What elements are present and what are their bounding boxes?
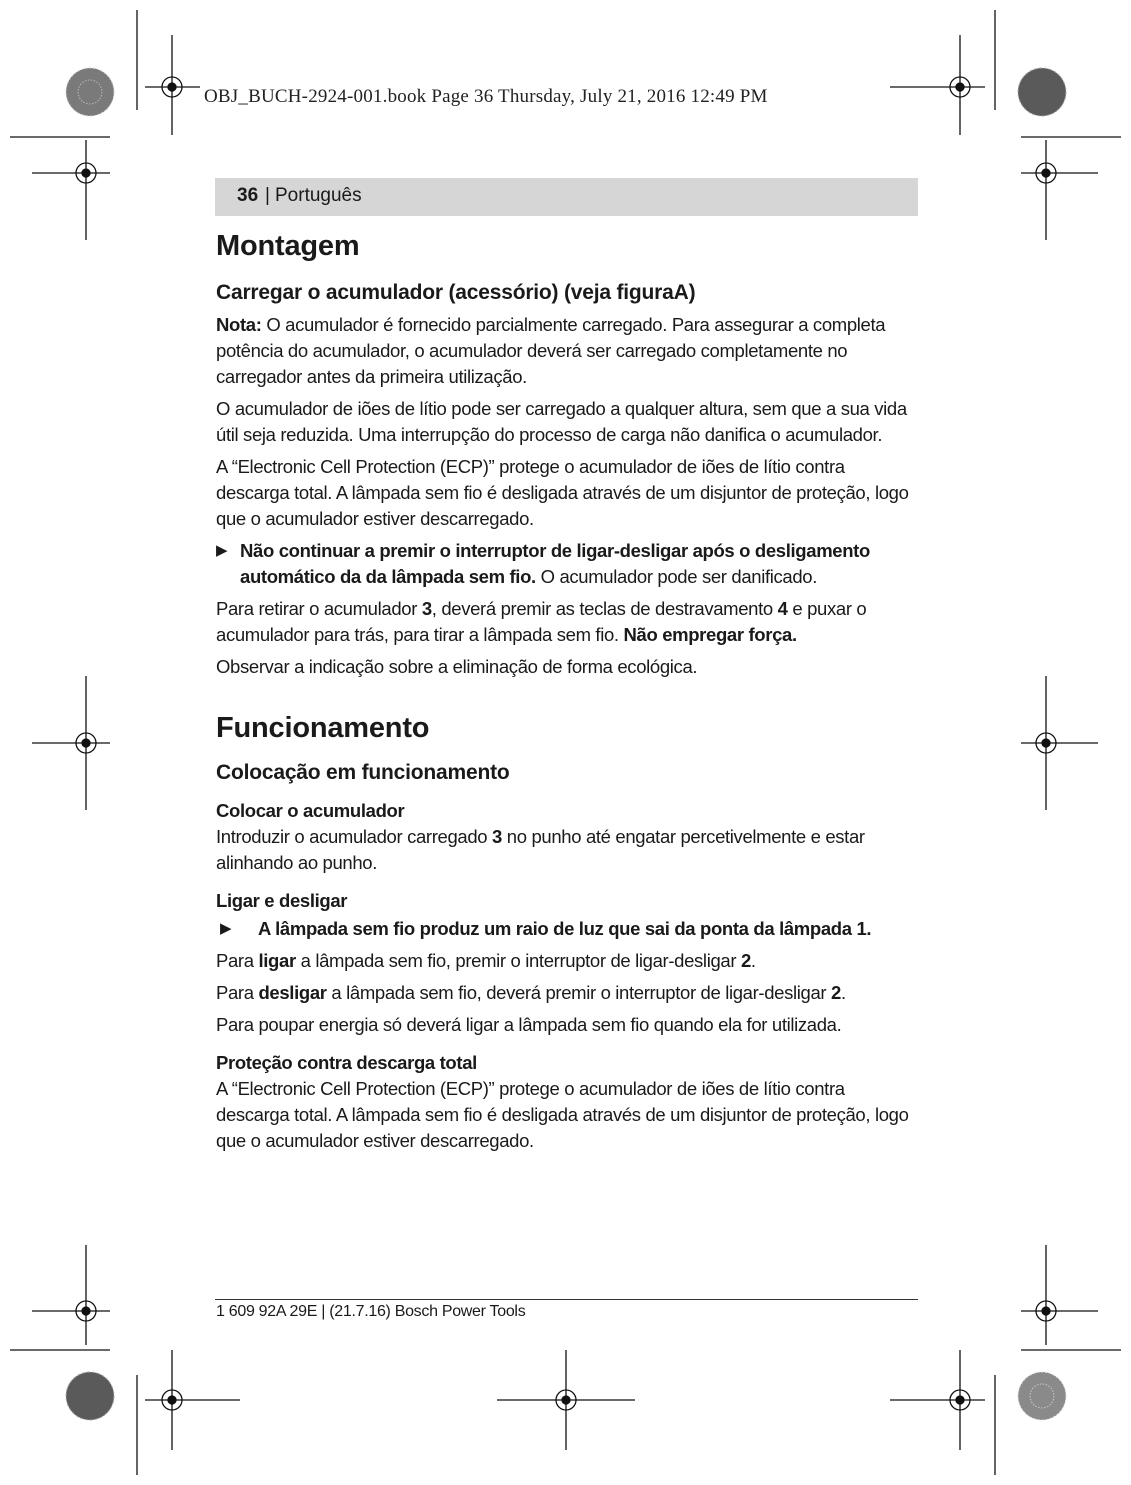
text-run: Introduzir o acumulador carregado bbox=[216, 826, 493, 847]
subsection-title-carregar: Carregar o acumulador (acessório) (veja figuraA) bbox=[216, 281, 696, 304]
text-run: no punho até engatar percetivelmente e estar alinhando ao punho. bbox=[216, 826, 865, 873]
ref-number: 3 bbox=[492, 826, 502, 847]
text-run: a lâmpada sem fio, deverá premir o interruptor de ligar-desligar bbox=[326, 982, 832, 1003]
color-registration-circle-icon bbox=[66, 68, 114, 116]
paragraph-desligar bbox=[216, 980, 918, 1006]
nota-text: O acumulador é fornecido parcialmente carregado. Para assegurar a completa potência do acumulador, o acumulador deverá ser carregado completamente no carregador antes da primeira utilização. bbox=[216, 314, 886, 387]
heading-colocar: Colocar o acumulador bbox=[216, 800, 405, 821]
paragraph-energia: Para poupar energia só deverá ligar a lâmpada sem fio quando ela for utilizada. bbox=[216, 1014, 842, 1035]
paragraph-protecao: A “Electronic Cell Protection (ECP)” protege o acumulador de iões de lítio contra descarga total. A lâmpada sem fio é desligada através de um disjuntor de proteção, logo que o acumulador estiver descarregado. bbox=[216, 1078, 909, 1151]
text-run: e puxar o acumulador para trás, para tirar a lâmpada sem fio. bbox=[216, 598, 867, 645]
ref-number: 2 bbox=[831, 982, 841, 1003]
nota-paragraph bbox=[216, 312, 918, 390]
paragraph-ecp: A “Electronic Cell Protection (ECP)” protege o acumulador de iões de lítio contra descarga total. A lâmpada sem fio é desligada através de um disjuntor de proteção, logo que o acumulador estiver descarregado. bbox=[216, 456, 909, 529]
ref-number: 4 bbox=[777, 598, 788, 619]
section-title-funcionamento: Funcionamento bbox=[216, 712, 430, 744]
ref-number: 2 bbox=[740, 950, 751, 971]
running-head-separator: | bbox=[265, 185, 270, 206]
page-footer: 1 609 92A 29E | (21.7.16) Bosch Power Tools bbox=[216, 1303, 526, 1320]
paragraph-liion: O acumulador de iões de lítio pode ser carregado a qualquer altura, sem que a sua vida útil seja reduzida. Uma interrupção do processo de carga não danifica o acumulador. bbox=[216, 398, 907, 445]
text-run: . bbox=[840, 982, 846, 1003]
text-run: Para bbox=[216, 982, 259, 1003]
page-content bbox=[216, 226, 918, 1154]
paragraph-ligar bbox=[216, 948, 918, 974]
footer-rule bbox=[215, 1299, 918, 1300]
text-run: Para retirar o acumulador bbox=[216, 598, 422, 619]
warning-bold: Não continuar a premir o interruptor de ligar-desligar após o desligamento automático da da lâmpada sem fio. bbox=[240, 540, 870, 587]
warning-rest: O acumulador pode ser danificado. bbox=[535, 566, 818, 587]
bold-term: ligar bbox=[258, 950, 296, 971]
text-run: Para bbox=[216, 950, 259, 971]
running-head-language: Português bbox=[275, 185, 362, 206]
warning-bullet bbox=[216, 538, 918, 590]
book-header: OBJ_BUCH-2924-001.book Page 36 Thursday, July 21, 2016 12:49 PM bbox=[204, 86, 768, 107]
text-run: , deverá premir as teclas de destravamento bbox=[431, 598, 778, 619]
ref-number: 3 bbox=[421, 598, 432, 619]
page-number: 36 bbox=[237, 185, 259, 206]
paragraph-disposal: Observar a indicação sobre a eliminação de forma ecológica. bbox=[216, 656, 698, 677]
heading-ligar: Ligar e desligar bbox=[216, 890, 348, 911]
heading-protecao: Proteção contra descarga total bbox=[216, 1052, 477, 1073]
ligar-bullet-text: A lâmpada sem fio produz um raio de luz que sai da ponta da lâmpada 1. bbox=[258, 918, 872, 939]
running-head bbox=[215, 178, 918, 216]
bold-term: desligar bbox=[258, 982, 327, 1003]
nota-label: Nota: bbox=[216, 314, 262, 335]
paragraph-remove-battery bbox=[216, 596, 918, 648]
registration-mark-icon bbox=[145, 35, 200, 135]
section-title-montagem: Montagem bbox=[216, 230, 360, 262]
bold-warning: Não empregar força. bbox=[623, 624, 797, 645]
text-run: . bbox=[750, 950, 756, 971]
triangle-right-icon: ▶ bbox=[216, 542, 228, 559]
paragraph-colocar bbox=[216, 824, 918, 876]
subsection-title-colocacao: Colocação em funcionamento bbox=[216, 761, 510, 784]
triangle-right-icon: ▶ bbox=[220, 920, 232, 937]
text-run: a lâmpada sem fio, premir o interruptor de ligar-desligar bbox=[295, 950, 741, 971]
ligar-bullet bbox=[216, 916, 918, 942]
